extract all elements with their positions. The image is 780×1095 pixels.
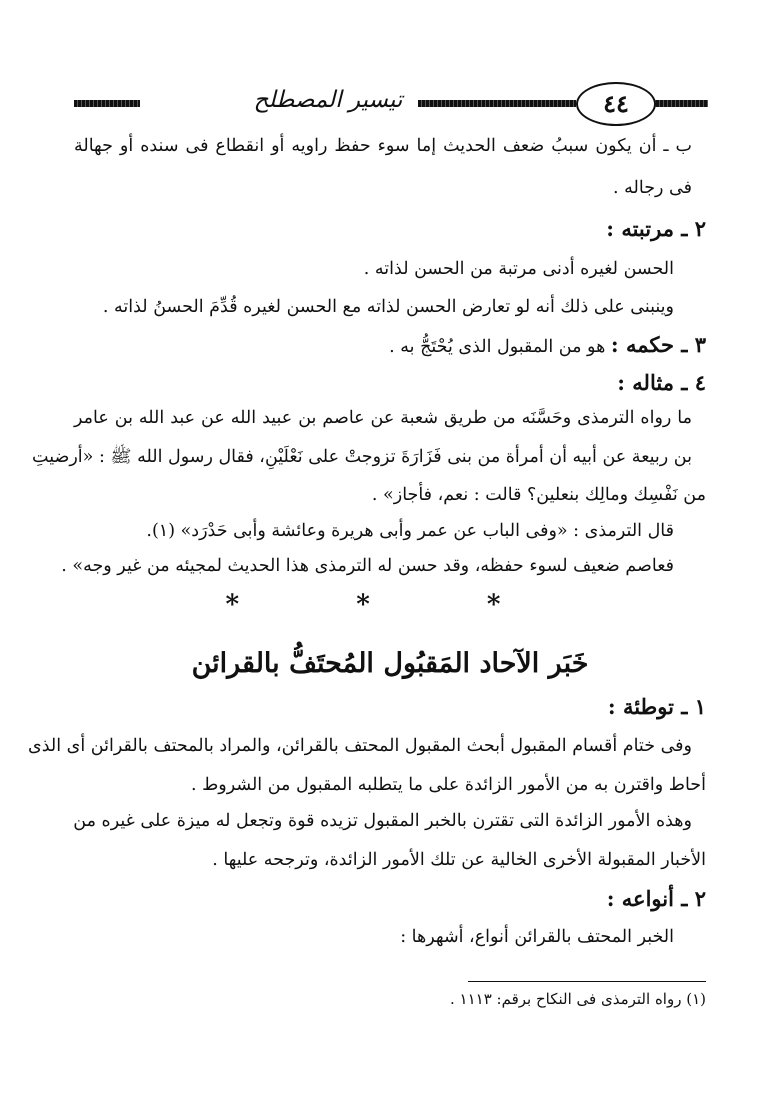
body-line: قال الترمذى : «وفى الباب عن عمر وأبى هريرة وعائشة وأبى حَدْرَد» (١). — [146, 521, 674, 541]
body-line: أحاط واقترن به من الأمور الزائدة على ما يتطلبه المقبول من الشروط . — [190, 775, 706, 795]
ruling-line — [389, 330, 706, 362]
body-line: فعاصم ضعيف لسوء حفظه، وقد حسن له الترمذى هذا الحديث لمجيئه من غير وجه» . — [61, 556, 674, 576]
header-rule-right — [652, 100, 708, 107]
subheading-rank: ٢ ـ مرتبته : — [606, 216, 706, 241]
footnote: (١) رواه الترمذى فى النكاح برقم: ١١١٣ . — [450, 990, 706, 1008]
header-rule-left — [74, 100, 140, 107]
separator-stars: * * * — [225, 590, 555, 620]
body-line: الخبر المحتف بالقرائن أنواع، أشهرها : — [400, 927, 674, 947]
subheading-introduction: ١ ـ توطئة : — [607, 694, 706, 719]
subheading-ruling: ٣ ـ حكمه : — [610, 332, 706, 357]
body-line: الأخبار المقبولة الأخرى الخالية عن تلك الأمور الزائدة، وترجحه عليها . — [212, 850, 706, 870]
ruling-text: هو من المقبول الذى يُحْتَجُّ به . — [389, 337, 606, 357]
subheading-types: ٢ ـ أنواعه : — [606, 886, 706, 911]
body-line: ما رواه الترمذى وحَسَّنَه من طريق شعبة عن عاصم بن عبيد الله عن عبد الله بن عامر — [74, 408, 692, 428]
subheading-example: ٤ ـ مثاله : — [617, 370, 706, 395]
page-header — [74, 74, 708, 126]
body-line: وهذه الأمور الزائدة التى تقترن بالخبر المقبول تزيده قوة وتجعل له ميزة على غيره من — [73, 811, 692, 831]
body-line: بن ربيعة عن أبيه أن أمرأة من بنى فَزَارَةَ تزوجتْ على نَعْلَيْنِ، فقال رسول الله ﷺ : «أرضيتِ — [32, 447, 692, 467]
section-title: خَبَر الآحاد المَقبُول المُحتَفُّ بالقرائن — [191, 648, 589, 679]
footnote-divider — [468, 981, 706, 982]
body-line: فى رجاله . — [613, 178, 692, 198]
body-line: وفى ختام أقسام المقبول أبحث المقبول المحتف بالقرائن، والمراد بالمحتف بالقرائن أى الذى — [28, 736, 692, 756]
body-line: ب ـ أن يكون سببُ ضعف الحديث إما سوء حفظ راويه أو انقطاع فى سنده أو جهالة — [74, 136, 692, 156]
body-line: وينبنى على ذلك أنه لو تعارض الحسن لذاته مع الحسن لغيره قُدِّمَ الحسنُ لذاته . — [102, 297, 674, 317]
body-line: الحسن لغيره أدنى مرتبة من الحسن لذاته . — [363, 259, 674, 279]
body-line: من نَفْسِك ومالِك بنعلين؟ قالت : نعم، فأجاز» . — [371, 485, 706, 505]
running-title: تيسير المصطلح — [238, 82, 418, 118]
page-number: ٤٤ — [576, 82, 656, 126]
